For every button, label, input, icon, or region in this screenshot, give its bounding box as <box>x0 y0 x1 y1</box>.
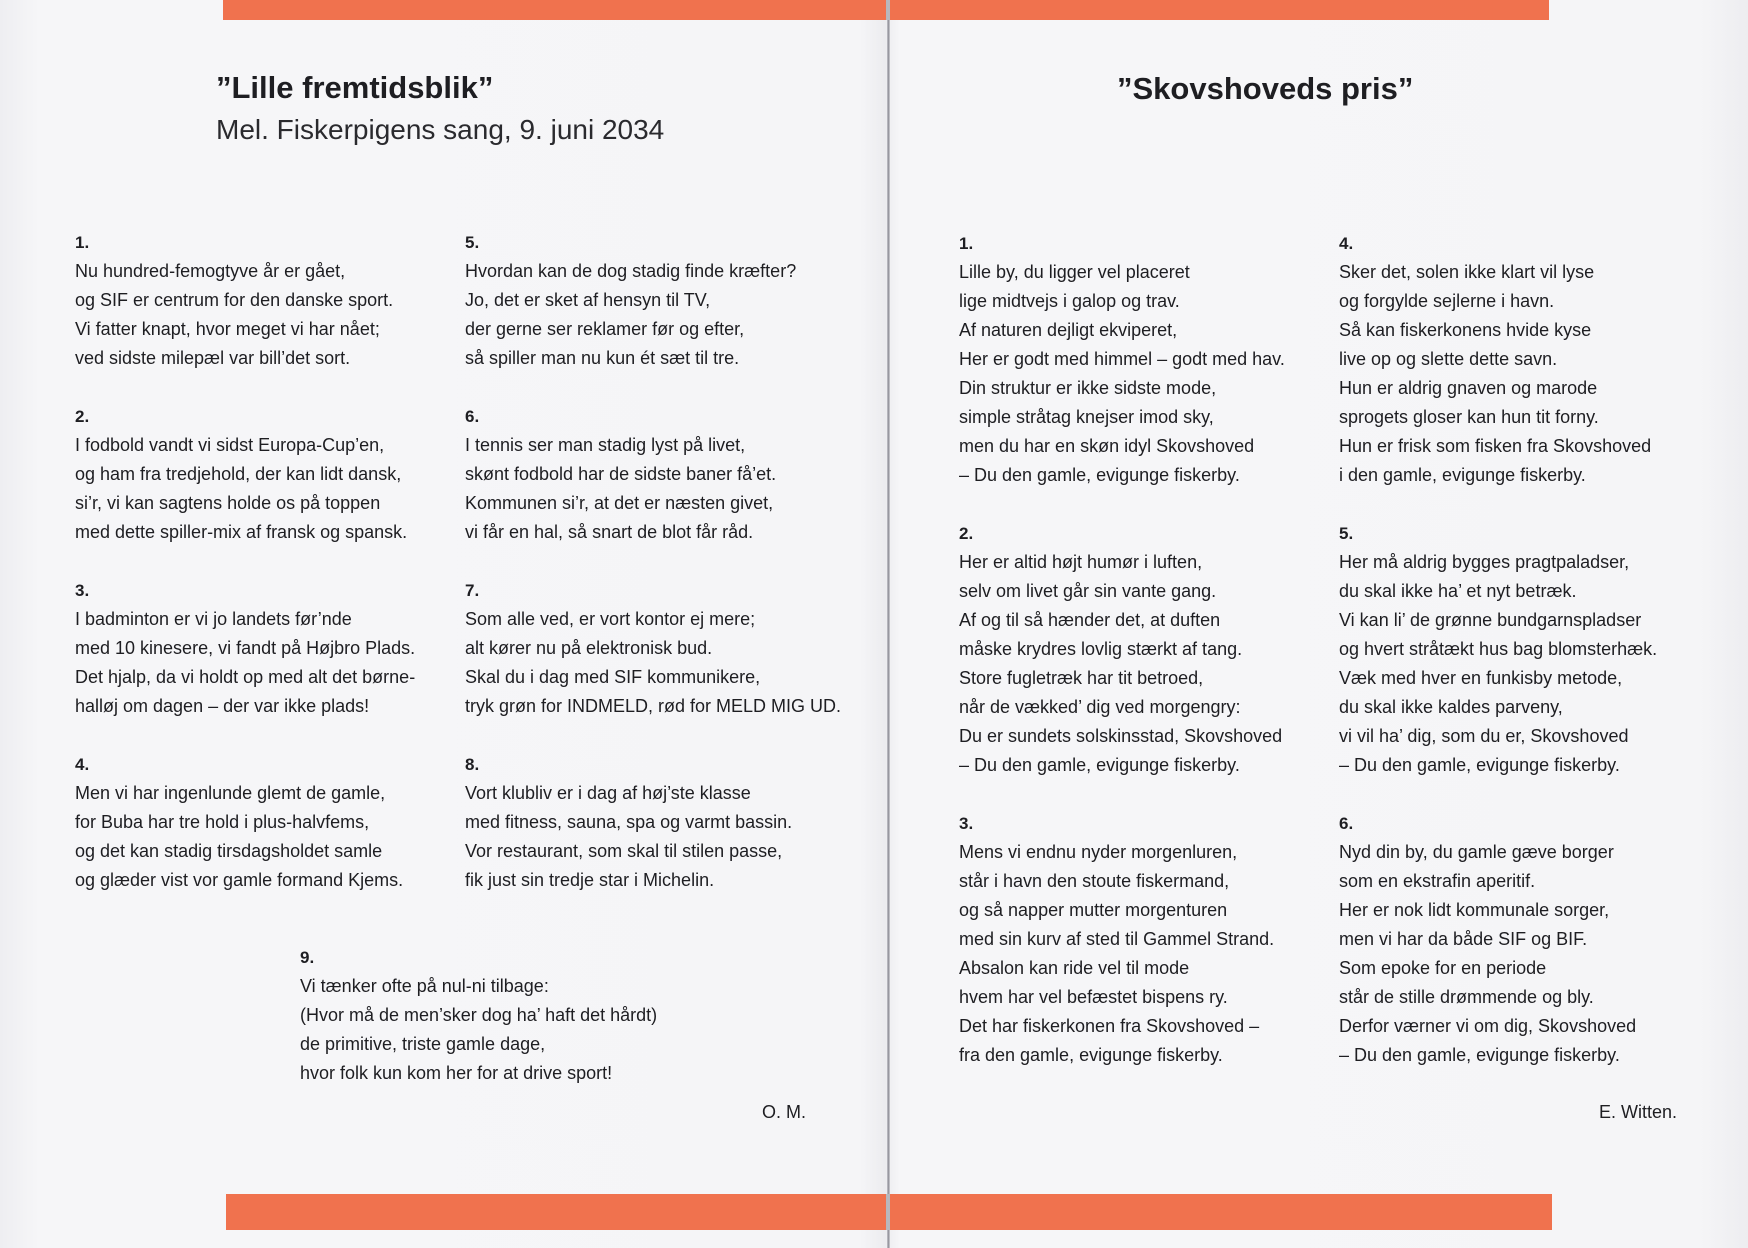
verse-line: Hun er frisk som fisken fra Skovshoved <box>1339 436 1652 456</box>
verse-line: – Du den gamle, evigunge fiskerby. <box>1339 755 1620 775</box>
verse-line: Vor restaurant, som skal til stilen passe, <box>465 841 783 861</box>
verse-line: Her er nok lidt kommunale sorger, <box>1339 900 1610 920</box>
verse-number: 8. <box>465 755 480 774</box>
verse-line: og SIF er centrum for den danske sport. <box>75 290 394 310</box>
verse-line: de primitive, triste gamle dage, <box>300 1034 546 1054</box>
left-verse-6 <box>465 402 865 547</box>
verse-line: – Du den gamle, evigunge fiskerby. <box>1339 1045 1620 1065</box>
verse-line: hvem har vel befæstet bispens ry. <box>959 987 1228 1007</box>
right-verse-5 <box>1339 519 1739 780</box>
verse-line: Store fugletræk har tit betroed, <box>959 668 1204 688</box>
verse-line: Hvordan kan de dog stadig finde kræfter? <box>465 261 797 281</box>
left-author: O. M. <box>762 1102 806 1122</box>
left-verse-7 <box>465 576 865 721</box>
verse-line: live op og slette dette savn. <box>1339 349 1558 369</box>
verse-line: Kommunen si’r, at det er næsten givet, <box>465 493 774 513</box>
verse-line: alt kører nu på elektronisk bud. <box>465 638 713 658</box>
verse-number: 9. <box>300 948 315 967</box>
right-verse-6 <box>1339 809 1739 1070</box>
verse-line: så spiller man nu kun ét sæt til tre. <box>465 348 740 368</box>
verse-line: simple stråtag knejser imod sky, <box>959 407 1214 427</box>
verse-line: men du har en skøn idyl Skovshoved <box>959 436 1255 456</box>
verse-line: Det hjalp, da vi holdt op med alt det børne- <box>75 667 416 687</box>
verse-line: Lille by, du ligger vel placeret <box>959 262 1190 282</box>
verse-line: Som epoke for en periode <box>1339 958 1547 978</box>
verse-number: 6. <box>465 407 480 426</box>
verse-line: og så napper mutter morgenturen <box>959 900 1228 920</box>
verse-line: med dette spiller-mix af fransk og spansk. <box>75 522 408 542</box>
right-verse-4 <box>1339 229 1739 490</box>
verse-number: 6. <box>1339 814 1354 833</box>
verse-line: Jo, det er sket af hensyn til TV, <box>465 290 711 310</box>
verse-line: Skal du i dag med SIF kommunikere, <box>465 667 761 687</box>
verse-line: med sin kurv af sted til Gammel Strand. <box>959 929 1275 949</box>
verse-line: Men vi har ingenlunde glemt de gamle, <box>75 783 386 803</box>
verse-line: – Du den gamle, evigunge fiskerby. <box>959 755 1240 775</box>
left-verse-9 <box>300 943 700 1088</box>
left-song-title: ”Lille fremtidsblik” <box>216 70 494 105</box>
verse-line: og glæder vist vor gamle formand Kjems. <box>75 870 404 890</box>
verse-line: og forgylde sejlerne i havn. <box>1339 291 1555 311</box>
verse-line: når de vækked’ dig ved morgengry: <box>959 697 1241 717</box>
verse-line: Vort klubliv er i dag af høj’ste klasse <box>465 783 751 803</box>
verse-line: med fitness, sauna, spa og varmt bassin. <box>465 812 793 832</box>
bottom-bar-fold <box>886 1194 890 1230</box>
verse-line: og hvert stråtækt hus bag blomsterhæk. <box>1339 639 1658 659</box>
right-verse-1 <box>959 229 1359 490</box>
verse-line: Her er godt med himmel – godt med hav. <box>959 349 1285 369</box>
verse-number: 3. <box>75 581 90 600</box>
verse-line: for Buba har tre hold i plus-halvfems, <box>75 812 370 832</box>
verse-line: Så kan fiskerkonens hvide kyse <box>1339 320 1592 340</box>
verse-number: 4. <box>1339 234 1354 253</box>
verse-line: Væk med hver en funkisby metode, <box>1339 668 1623 688</box>
verse-number: 1. <box>959 234 974 253</box>
right-verse-2 <box>959 519 1359 780</box>
verse-line: (Hvor må de men’sker dog ha’ haft det hårdt) <box>300 1005 658 1025</box>
right-author: E. Witten. <box>1599 1102 1678 1122</box>
verse-line: står de stille drømmende og bly. <box>1339 987 1594 1007</box>
verse-number: 2. <box>75 407 90 426</box>
verse-line: Nyd din by, du gamle gæve borger <box>1339 842 1614 862</box>
verse-number: 5. <box>1339 524 1354 543</box>
verse-line: Nu hundred-femogtyve år er gået, <box>75 261 346 281</box>
verse-line: og ham fra tredjehold, der kan lidt dansk, <box>75 464 402 484</box>
verse-line: Absalon kan ride vel til mode <box>959 958 1190 978</box>
verse-line: I fodbold vandt vi sidst Europa-Cup’en, <box>75 435 385 455</box>
right-song-title: ”Skovshoveds pris” <box>1117 71 1414 106</box>
verse-line: Sker det, solen ikke klart vil lyse <box>1339 262 1595 282</box>
verse-line: står i havn den stoute fiskermand, <box>959 871 1230 891</box>
verse-line: lige midtvejs i galop og trav. <box>959 291 1180 311</box>
center-fold <box>887 0 890 1248</box>
verse-line: Derfor værner vi om dig, Skovshoved <box>1339 1016 1637 1036</box>
verse-line: Hun er aldrig gnaven og marode <box>1339 378 1598 398</box>
verse-number: 1. <box>75 233 90 252</box>
verse-line: som en ekstrafin aperitif. <box>1339 871 1536 891</box>
verse-line: vi får en hal, så snart de blot får råd. <box>465 522 754 542</box>
verse-number: 2. <box>959 524 974 543</box>
left-verse-4 <box>75 750 475 895</box>
verse-line: måske krydres lovlig stærkt af tang. <box>959 639 1243 659</box>
verse-number: 4. <box>75 755 90 774</box>
verse-line: fik just sin tredje star i Michelin. <box>465 870 715 890</box>
verse-line: si’r, vi kan sagtens holde os på toppen <box>75 493 381 513</box>
verse-number: 3. <box>959 814 974 833</box>
verse-line: i den gamle, evigunge fiskerby. <box>1339 465 1586 485</box>
verse-line: men vi har da både SIF og BIF. <box>1339 929 1588 949</box>
left-verse-5 <box>465 228 865 373</box>
verse-line: Vi kan li’ de grønne bundgarnspladser <box>1339 610 1642 630</box>
verse-line: med 10 kinesere, vi fandt på Højbro Plads. <box>75 638 416 658</box>
left-verse-1 <box>75 228 475 373</box>
verse-line: Her må aldrig bygges pragtpaladser, <box>1339 552 1630 572</box>
verse-line: ved sidste milepæl var bill’det sort. <box>75 348 351 368</box>
verse-line: der gerne ser reklamer før og efter, <box>465 319 745 339</box>
left-verse-2 <box>75 402 475 547</box>
verse-line: Mens vi endnu nyder morgenluren, <box>959 842 1238 862</box>
verse-line: Det har fiskerkonen fra Skovshoved – <box>959 1016 1260 1036</box>
left-verse-8 <box>465 750 865 895</box>
verse-number: 7. <box>465 581 480 600</box>
top-bar-fold <box>886 0 890 20</box>
right-verse-3 <box>959 809 1359 1070</box>
verse-line: Som alle ved, er vort kontor ej mere; <box>465 609 756 629</box>
verse-line: halløj om dagen – der var ikke plads! <box>75 696 370 716</box>
verse-line: Her er altid højt humør i luften, <box>959 552 1203 572</box>
verse-line: vi vil ha’ dig, som du er, Skovshoved <box>1339 726 1629 746</box>
verse-line: sprogets gloser kan hun tit forny. <box>1339 407 1599 427</box>
verse-line: I badminton er vi jo landets før’nde <box>75 609 352 629</box>
verse-line: – Du den gamle, evigunge fiskerby. <box>959 465 1240 485</box>
verse-line: I tennis ser man stadig lyst på livet, <box>465 435 746 455</box>
verse-line: skønt fodbold har de sidste baner få’et. <box>465 464 777 484</box>
verse-line: tryk grøn for INDMELD, rød for MELD MIG UD. <box>465 696 842 716</box>
verse-line: Vi fatter knapt, hvor meget vi har nået; <box>75 319 380 339</box>
verse-line: du skal ikke kaldes parveny, <box>1339 697 1563 717</box>
verse-line: Vi tænker ofte på nul-ni tilbage: <box>300 976 549 996</box>
left-verse-3 <box>75 576 475 721</box>
verse-line: Du er sundets solskinsstad, Skovshoved <box>959 726 1283 746</box>
verse-line: og det kan stadig tirsdagsholdet samle <box>75 841 383 861</box>
verse-line: Af og til så hænder det, at duften <box>959 610 1221 630</box>
verse-line: Din struktur er ikke sidste mode, <box>959 378 1217 398</box>
verse-number: 5. <box>465 233 480 252</box>
verse-line: hvor folk kun kom her for at drive sport! <box>300 1063 613 1083</box>
verse-line: du skal ikke ha’ et nyt betræk. <box>1339 581 1577 601</box>
verse-line: fra den gamle, evigunge fiskerby. <box>959 1045 1223 1065</box>
left-song-subtitle: Mel. Fiskerpigens sang, 9. juni 2034 <box>216 114 665 145</box>
verse-line: selv om livet går sin vante gang. <box>959 581 1217 601</box>
verse-line: Af naturen dejligt ekviperet, <box>959 320 1178 340</box>
